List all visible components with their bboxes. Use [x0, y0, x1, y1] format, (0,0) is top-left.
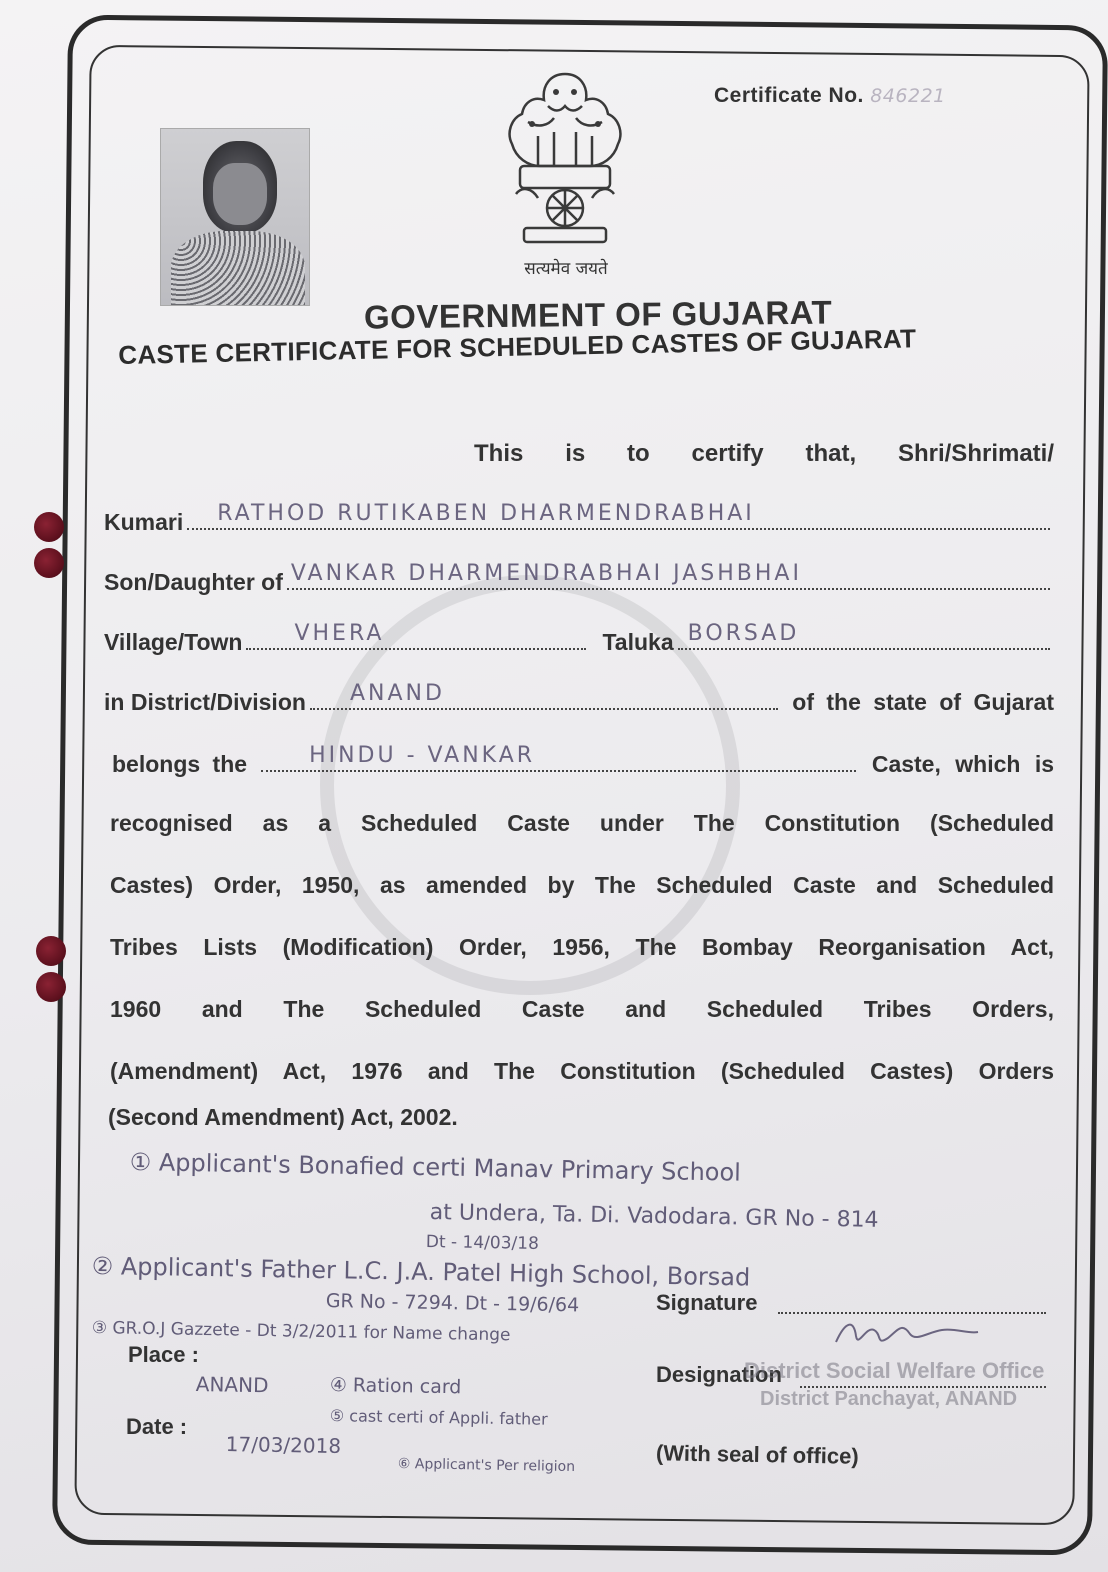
taluka-value: BORSAD — [687, 621, 800, 646]
office-stamp-line2: District Panchayat, ANAND — [760, 1388, 1018, 1410]
handwritten-note: GR No - 7294. Dt - 19/6/64 — [325, 1290, 580, 1317]
kumari-row — [104, 502, 1054, 536]
handwritten-note: ⑤ cast certi of Appli. father — [329, 1406, 548, 1429]
body-line: recognised as a Scheduled Caste under The Constitution (Scheduled — [110, 810, 1054, 836]
body-line: Tribes Lists (Modification) Order, 1956, The Bombay Reorganisation Act, — [110, 934, 1054, 960]
punch-hole — [34, 548, 64, 578]
office-stamp-line1: District Social Welfare Office — [744, 1358, 1045, 1383]
punch-hole — [36, 972, 66, 1002]
place-label: Place : — [128, 1342, 199, 1367]
seal-label: (With seal of office) — [655, 1440, 859, 1469]
applicant-photo — [160, 128, 310, 306]
village-taluka-row — [104, 622, 1054, 656]
district-value: ANAND — [349, 681, 445, 706]
date-label: Date : — [126, 1414, 188, 1439]
taluka-label: Taluka — [602, 629, 674, 655]
certificate-number-value: 846221 — [870, 85, 946, 107]
certificate-number-label: Certificate No. — [714, 84, 864, 107]
certificate-title: CASTE CERTIFICATE FOR SCHEDULED CASTES OF GUJARAT — [118, 323, 917, 370]
certificate-number — [714, 84, 946, 108]
body-line: 1960 and The Scheduled Caste and Scheduled Tribes Orders, — [110, 996, 1054, 1022]
son-daughter-row — [104, 562, 1054, 596]
state-text: of the state of Gujarat — [792, 689, 1054, 715]
place-value: ANAND — [195, 1372, 269, 1398]
handwritten-note: ④ Ration card — [329, 1374, 462, 1399]
signature-scribble — [832, 1312, 982, 1356]
body-last-line: (Second Amendment) Act, 2002. — [108, 1104, 458, 1130]
son-daughter-label: Son/Daughter of — [104, 569, 283, 595]
body-line: Castes) Order, 1950, as amended by The Scheduled Caste and Scheduled — [110, 872, 1054, 898]
emblem-motto: सत्यमेव जयते — [524, 259, 608, 279]
caste-text: Caste, which is — [871, 751, 1054, 777]
handwritten-note: Dt - 14/03/18 — [425, 1232, 540, 1254]
village-label: Village/Town — [104, 629, 243, 655]
handwritten-note: ① Applicant's Bonafied certi Manav Primary School — [129, 1148, 742, 1187]
belongs-row — [112, 744, 1054, 778]
punch-hole — [36, 936, 66, 966]
son-daughter-value: VANKAR DHARMENDRABHAI JASHBHAI — [290, 561, 802, 586]
punch-hole — [34, 512, 64, 542]
district-row — [104, 682, 1054, 716]
handwritten-note: ⑥ Applicant's Per religion — [397, 1456, 576, 1476]
handwritten-note: ③ GR.O.J Gazzete - Dt 3/2/2011 for Name change — [91, 1318, 511, 1346]
kumari-value: RATHOD RUTIKABEN DHARMENDRABHAI — [217, 501, 755, 526]
date-value: 17/03/2018 — [225, 1432, 342, 1459]
belongs-label: belongs the — [112, 751, 248, 777]
village-value: VHERA — [294, 621, 385, 646]
body-line: (Amendment) Act, 1976 and The Constitution (Scheduled Castes) Orders — [110, 1058, 1054, 1084]
handwritten-note: at Undera, Ta. Di. Vadodara. GR No - 814 — [429, 1200, 879, 1233]
district-label: in District/Division — [104, 689, 306, 715]
designation-label: Designation — [656, 1362, 782, 1387]
signature-label: Signature — [656, 1290, 758, 1315]
national-emblem-icon — [498, 66, 632, 252]
kumari-label: Kumari — [104, 509, 184, 535]
belongs-value: HINDU - VANKAR — [309, 743, 536, 768]
handwritten-note: ② Applicant's Father L.C. J.A. Patel High School, Borsad — [91, 1252, 751, 1292]
certify-intro: This is to certify that, Shri/Shrimati/ — [474, 440, 1054, 467]
government-title: GOVERNMENT OF GUJARAT — [363, 293, 833, 336]
